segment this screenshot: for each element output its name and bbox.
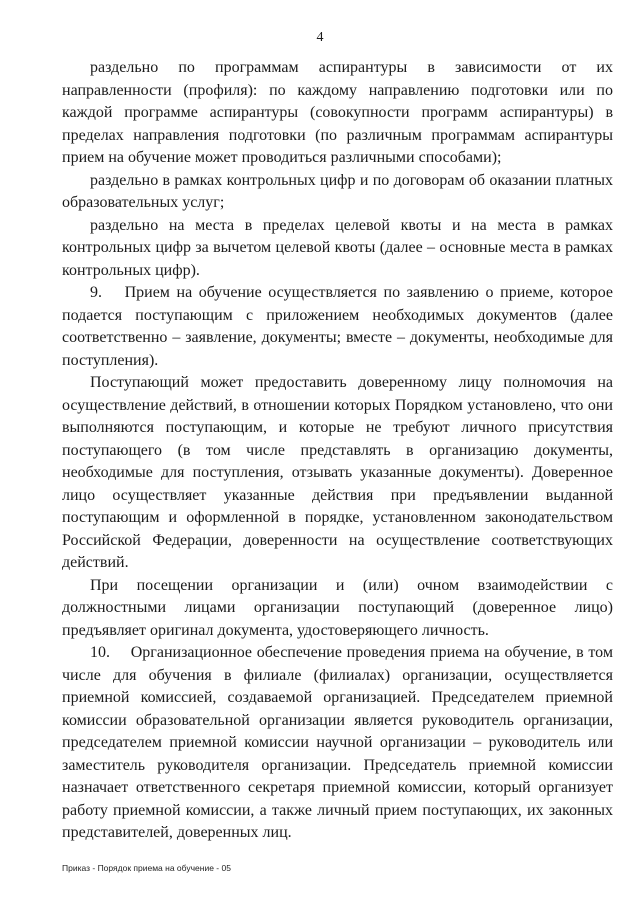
paragraph-separately-by-programs: раздельно по программам аспирантуры в зависимости от их направленности (профиля): по каждому направлению подготовки или по каждой программе аспирантуры (совокупности программ аспирантуры) в пределах направления подготовки (по различным программам аспирантуры прием на обучение может проводиться различными способами); — [62, 59, 613, 166]
document-body — [62, 57, 613, 845]
paragraph-separately-control-figures: раздельно в рамках контрольных цифр и по договорам об оказании платных образовательных услуг; — [62, 171, 613, 211]
paragraph-separately-target-quota: раздельно на места в пределах целевой квоты и на места в рамках контрольных цифр за вычетом целевой квоты (далее – основные места в рамках контрольных цифр). — [62, 216, 613, 279]
paragraph-identity-document: При посещении организации и (или) очном взаимодействии с должностными лицами организации поступающий (доверенное лицо) предъявляет оригинал документа, удостоверяющего личность. — [62, 576, 613, 639]
paragraph-item-9: 9. Прием на обучение осуществляется по заявлению о приеме, которое подается поступающим с приложением необходимых документов (далее соответственно – заявление, документы; вместе – документы, необходимые для поступления). — [62, 284, 613, 369]
page-number: 4 — [316, 30, 324, 45]
paragraph-trusted-person: Поступающий может предоставить доверенному лицу полномочия на осуществление действий, в отношении которых Порядком установлено, что они выполняются поступающим, и которые не требуют личного присутствия поступающего (в том числе представлять в организацию документы, необходимые для поступления, отзывать указанные документы). Доверенное лицо осуществляет указанные действия при предъявлении выданной поступающим и оформленной в порядке, установленном законодательством Российской Федерации, доверенности на осуществление соответствующих действий. — [62, 374, 613, 571]
footer-document-name: Приказ - Порядок приема на обучение - 05 — [62, 863, 231, 873]
paragraph-item-10: 10. Организационное обеспечение проведения приема на обучение, в том числе для обучения в филиале (филиалах) организации, осуществляется приемной комиссией, создаваемой организацией. Председателем приемной комиссии образовательной организации является руководитель организации, председателем приемной комиссии научной организации – руководитель или заместитель руководителя организации. Председатель приемной комиссии назначает ответственного секретаря приемной комиссии, который организует работу приемной комиссии, а также личный прием поступающих, их законных представителей, доверенных лиц. — [62, 644, 613, 841]
